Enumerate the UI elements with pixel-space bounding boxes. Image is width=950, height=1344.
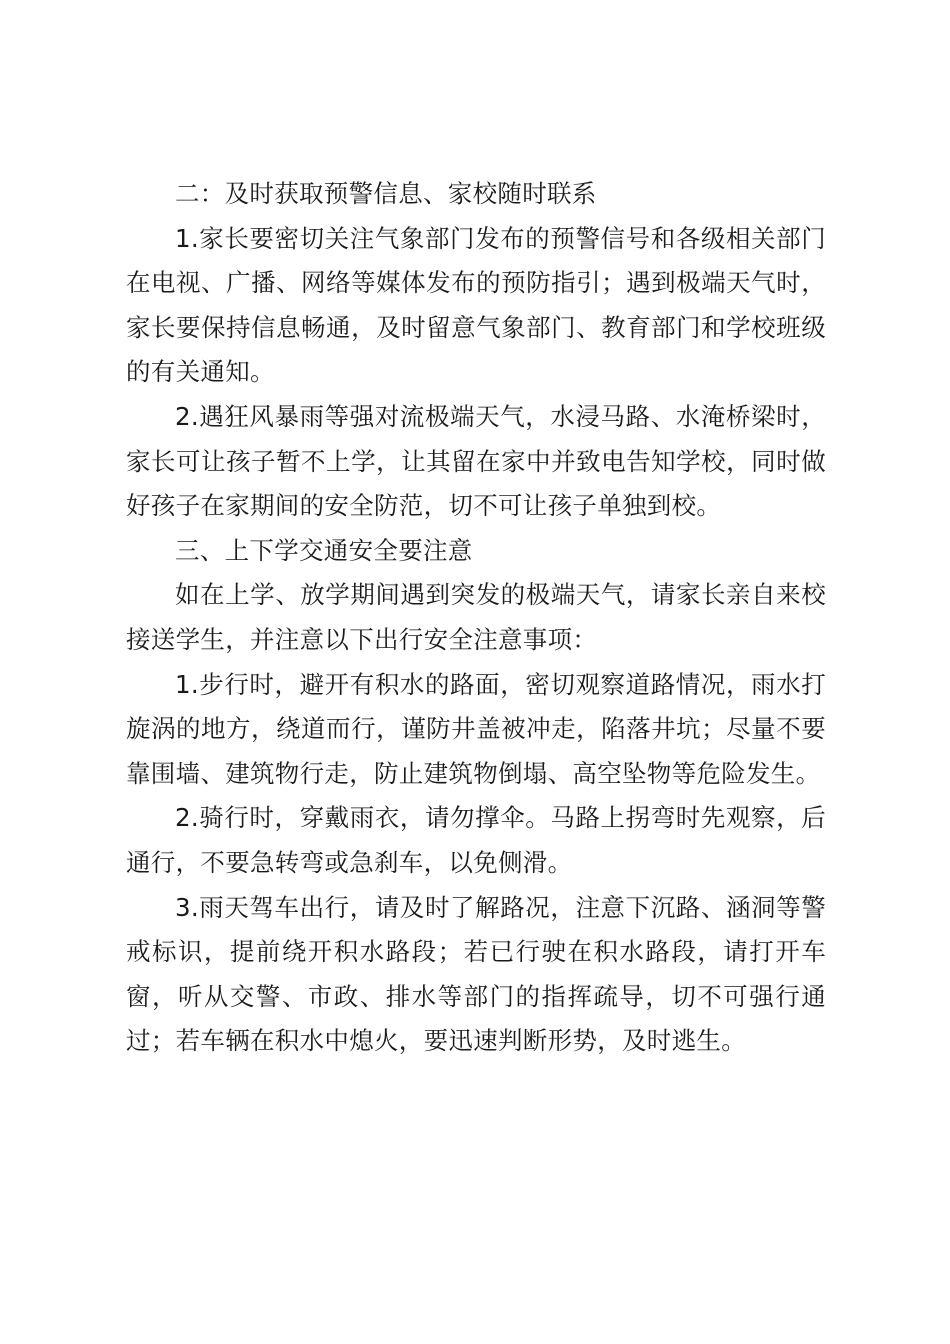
- section-heading-2: 二：及时获取预警信息、家校随时联系: [175, 179, 597, 208]
- paragraph-item-1: 1.家长要密切关注气象部门发布的预警信号和各级相关部门在电视、广播、网络等媒体发布的预防指引；遇到极端天气时，家长要保持信息畅通，及时留意气象部门、教育部门和学校班级的有关通知。: [126, 223, 826, 387]
- section-heading-3: 三、上下学交通安全要注意: [175, 535, 473, 565]
- paragraph-intro: 如在上学、放学期间遇到突发的极端天气，请家长亲自来校接送学生，并注意以下出行安全注意事项：: [126, 580, 826, 654]
- paragraph-item-2: 2.遇狂风暴雨等强对流极端天气，水浸马路、水淹桥梁时，家长可让孩子暂不上学，让其留在家中并致电告知学校，同时做好孩子在家期间的安全防范，切不可让孩子单独到校。: [126, 401, 826, 521]
- document-body: [126, 172, 826, 1064]
- paragraph-riding: 2.骑行时，穿戴雨衣，请勿撑伞。马路上拐弯时先观察，后通行，不要急转弯或急刹车，以免侧滑。: [126, 803, 826, 877]
- paragraph-walking: 1.步行时，避开有积水的路面，密切观察道路情况，雨水打旋涡的地方，绕道而行，谨防井盖被冲走，陷落井坑；尽量不要靠围墙、建筑物行走，防止建筑物倒塌、高空坠物等危险发生。: [126, 669, 826, 788]
- paragraph-driving: 3.雨天驾车出行，请及时了解路况，注意下沉路、涵洞等警戒标识，提前绕开积水路段；若已行驶在积水路段，请打开车窗，听从交警、市政、排水等部门的指挥疏导，切不可强行通过；若车辆在积水中熄火，要迅速判断形势，及时逃生。: [126, 892, 826, 1056]
